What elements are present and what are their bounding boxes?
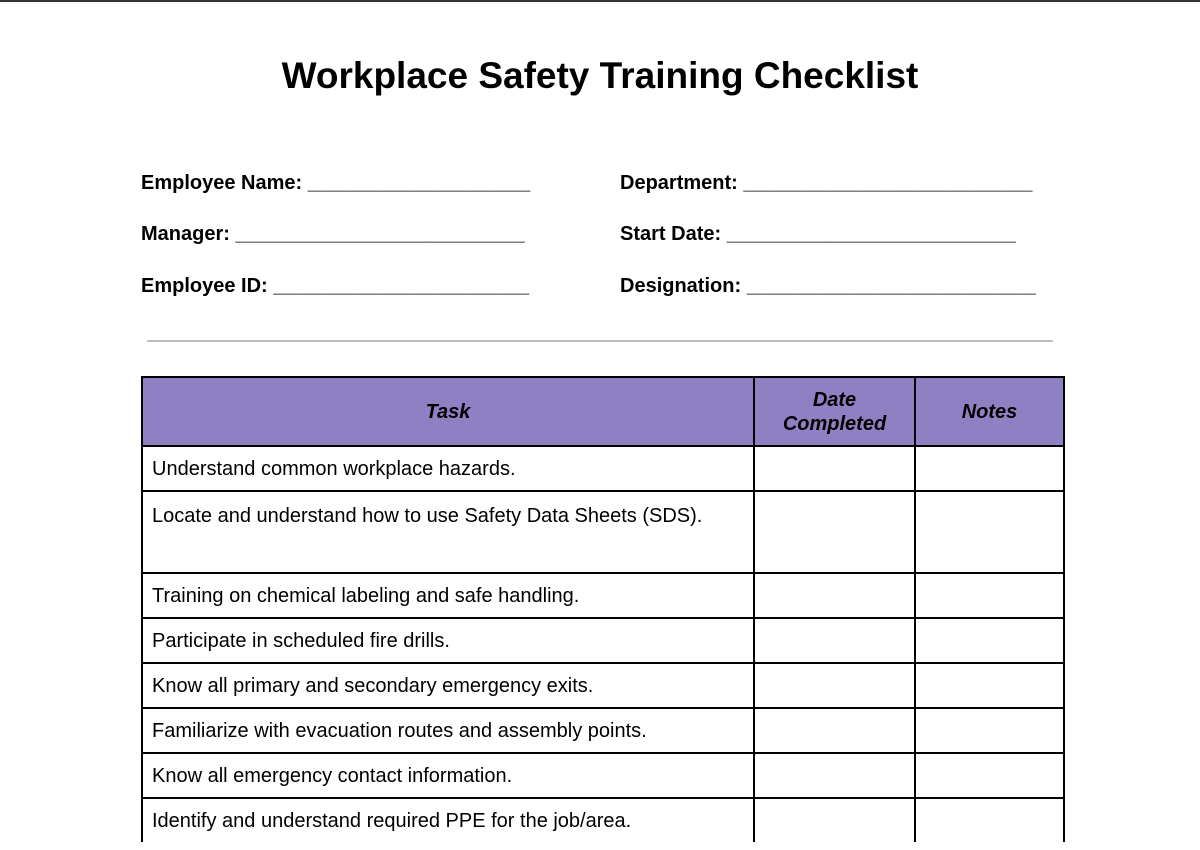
manager-blank[interactable]: __________________________ (235, 223, 525, 245)
notes-cell[interactable] (915, 618, 1064, 663)
designation-blank[interactable]: __________________________ (746, 275, 1036, 297)
date-completed-cell[interactable] (754, 618, 915, 663)
table-header-row (142, 377, 1064, 446)
notes-column-header: Notes (915, 377, 1064, 446)
department-field[interactable] (620, 171, 1033, 195)
table-row (142, 663, 1064, 708)
date-completed-header-line1: Date (812, 388, 857, 411)
manager-label: Manager: (141, 223, 230, 245)
task-cell: Familiarize with evacuation routes and assembly points. (142, 708, 754, 753)
manager-field[interactable] (141, 222, 525, 246)
table-row (142, 798, 1064, 842)
start-date-label: Start Date: (620, 223, 722, 245)
employee-id-blank[interactable]: _______________________ (273, 275, 530, 297)
task-cell: Participate in scheduled fire drills. (142, 618, 754, 663)
employee-id-label: Employee ID: (141, 275, 268, 297)
notes-cell[interactable] (915, 491, 1064, 573)
document-title: Workplace Safety Training Checklist (281, 55, 919, 96)
notes-cell[interactable] (915, 446, 1064, 491)
designation-label: Designation: (620, 275, 742, 297)
employee-name-blank[interactable]: ____________________ (307, 172, 531, 194)
task-column-header: Task (142, 377, 754, 446)
table-row (142, 618, 1064, 663)
start-date-blank[interactable]: __________________________ (726, 223, 1016, 245)
employee-name-label: Employee Name: (141, 172, 303, 194)
date-completed-column-header (754, 377, 915, 446)
task-cell: Understand common workplace hazards. (142, 446, 754, 491)
date-completed-cell[interactable] (754, 753, 915, 798)
department-label: Department: (620, 172, 738, 194)
employee-id-field[interactable] (141, 274, 529, 298)
task-cell: Locate and understand how to use Safety Data Sheets (SDS). (142, 491, 754, 573)
table-row (142, 491, 1064, 573)
employee-name-field[interactable] (141, 171, 530, 195)
table-row (142, 573, 1064, 618)
notes-cell[interactable] (915, 708, 1064, 753)
notes-cell[interactable] (915, 753, 1064, 798)
notes-cell[interactable] (915, 798, 1064, 842)
table-row (142, 753, 1064, 798)
table-row (142, 708, 1064, 753)
designation-field[interactable] (620, 274, 1036, 298)
notes-cell[interactable] (915, 663, 1064, 708)
date-completed-cell[interactable] (754, 573, 915, 618)
date-completed-cell[interactable] (754, 663, 915, 708)
section-divider (147, 340, 1053, 342)
date-completed-cell[interactable] (754, 446, 915, 491)
date-completed-cell[interactable] (754, 491, 915, 573)
start-date-field[interactable] (620, 222, 1016, 246)
date-completed-cell[interactable] (754, 798, 915, 842)
notes-cell[interactable] (915, 573, 1064, 618)
table-row (142, 446, 1064, 491)
task-cell: Training on chemical labeling and safe handling. (142, 573, 754, 618)
task-cell: Know all primary and secondary emergency exits. (142, 663, 754, 708)
date-completed-header-line2: Completed (782, 412, 887, 435)
task-cell: Identify and understand required PPE for the job/area. (142, 798, 754, 842)
department-blank[interactable]: __________________________ (743, 172, 1033, 194)
training-checklist-table (141, 376, 1065, 842)
date-completed-cell[interactable] (754, 708, 915, 753)
page-top-border (0, 0, 1200, 2)
task-cell: Know all emergency contact information. (142, 753, 754, 798)
